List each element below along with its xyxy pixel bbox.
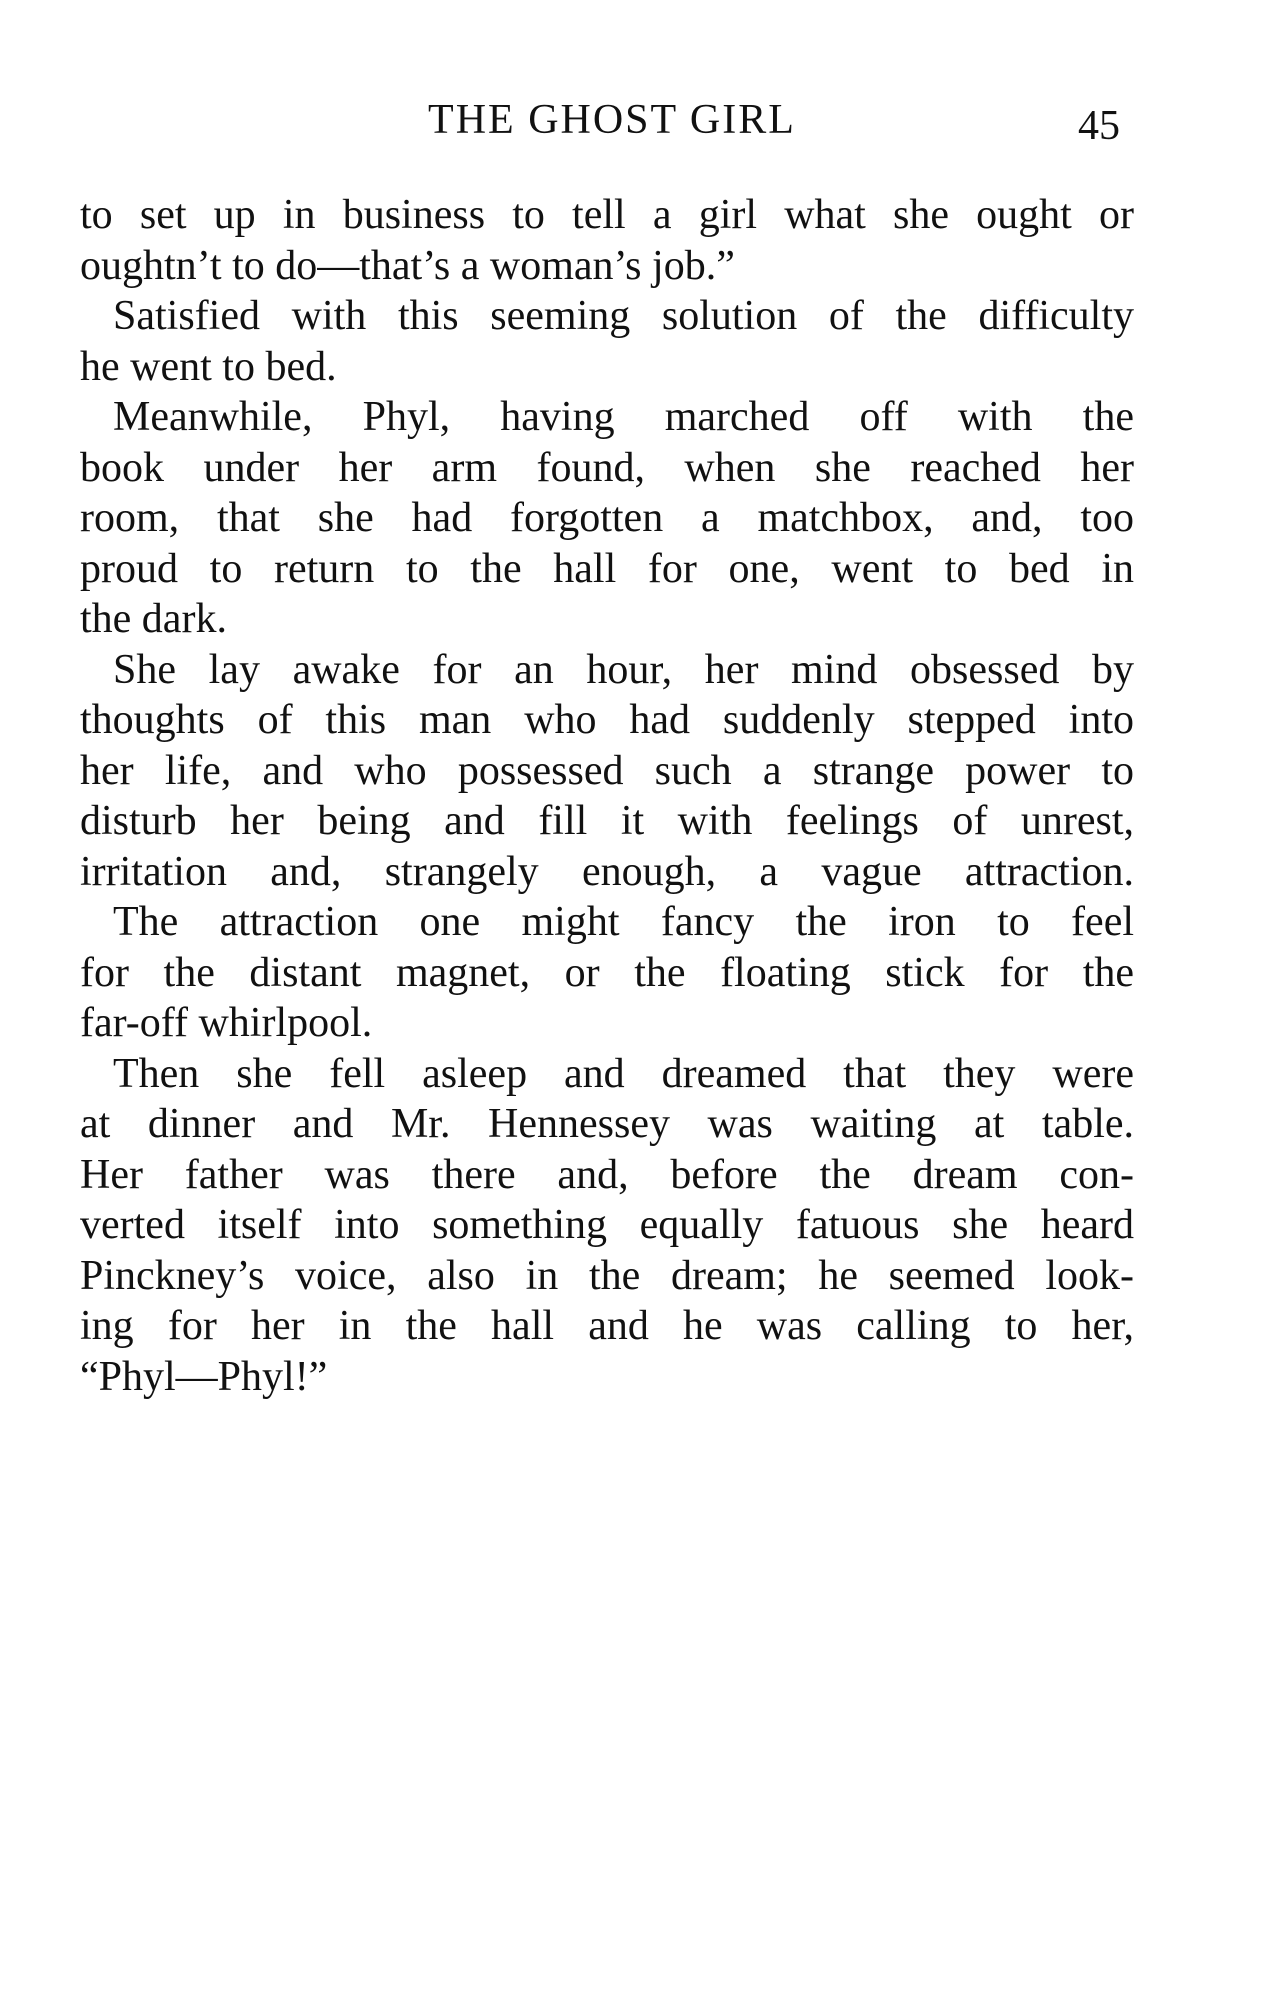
- text-line-content: proud to return to the hall for one, went to bed in: [80, 545, 1134, 592]
- text-line-content: Meanwhile, Phyl, having marched off with the: [113, 394, 1134, 440]
- text-line: [80, 1301, 1134, 1352]
- text-line-content: The attraction one might fancy the iron to feel: [113, 899, 1134, 945]
- text-line: [80, 998, 1134, 1049]
- text-line-content: oughtn’t to do—that’s a woman’s job.”: [80, 242, 735, 289]
- paragraph: [80, 1049, 1134, 1403]
- text-line: [80, 1251, 1134, 1302]
- text-line: [80, 241, 1134, 292]
- text-line: [80, 544, 1134, 595]
- text-line-content: ing for her in the hall and he was calling to her,: [80, 1303, 1134, 1349]
- text-line: [80, 897, 1134, 948]
- text-line-content: for the distant magnet, or the floating stick for the: [80, 949, 1134, 996]
- text-line-content: “Phyl—Phyl!”: [80, 1353, 328, 1400]
- running-head: [0, 96, 1276, 149]
- page-number: 45: [1078, 103, 1120, 149]
- text-line: [80, 1099, 1134, 1150]
- body-text: [80, 190, 1134, 1402]
- text-line-content: he went to bed.: [80, 343, 337, 390]
- text-line-content: Satisfied with this seeming solution of the difficulty: [113, 293, 1134, 339]
- text-line: [80, 443, 1134, 494]
- text-line-content: book under her arm found, when she reached her: [80, 444, 1134, 491]
- text-line-content: the dark.: [80, 596, 227, 642]
- text-line: [80, 1049, 1134, 1100]
- text-line: [80, 746, 1134, 797]
- text-line-content: to set up in business to tell a girl what she ought or: [80, 192, 1134, 238]
- text-line-content: Then she fell asleep and dreamed that they were: [113, 1050, 1134, 1097]
- text-line-content: Her father was there and, before the dream con-: [80, 1151, 1134, 1198]
- paragraph: [80, 392, 1134, 645]
- paragraph: [80, 897, 1134, 1049]
- text-line: [80, 1200, 1134, 1251]
- text-line-content: far-off whirlpool.: [80, 1000, 373, 1046]
- text-line-content: room, that she had forgotten a matchbox, and, too: [80, 495, 1134, 541]
- text-line-content: She lay awake for an hour, her mind obsessed by: [113, 646, 1134, 693]
- text-line: [80, 190, 1134, 241]
- text-line: [80, 342, 1134, 393]
- paragraph: [80, 645, 1134, 898]
- text-line: [80, 796, 1134, 847]
- text-line-content: verted itself into something equally fatuous she heard: [80, 1202, 1134, 1248]
- text-line-content: thoughts of this man who had suddenly stepped into: [80, 697, 1134, 743]
- text-line: [80, 392, 1134, 443]
- running-head-title: THE GHOST GIRL: [428, 97, 796, 143]
- text-line: [80, 291, 1134, 342]
- text-line-content: at dinner and Mr. Hennessey was waiting at table.: [80, 1101, 1134, 1147]
- paragraph: [80, 291, 1134, 392]
- text-line: [80, 1150, 1134, 1201]
- text-line: [80, 493, 1134, 544]
- text-line-content: irritation and, strangely enough, a vague attraction.: [80, 848, 1134, 895]
- text-line-content: disturb her being and fill it with feelings of unrest,: [80, 798, 1134, 844]
- text-line: [80, 645, 1134, 696]
- text-line-content: her life, and who possessed such a strange power to: [80, 747, 1134, 794]
- text-line: [80, 695, 1134, 746]
- text-line: [80, 1352, 1134, 1403]
- text-line: [80, 594, 1134, 645]
- text-line-content: Pinckney’s voice, also in the dream; he seemed look-: [80, 1252, 1134, 1299]
- text-line: [80, 847, 1134, 898]
- text-line: [80, 948, 1134, 999]
- paragraph: [80, 190, 1134, 291]
